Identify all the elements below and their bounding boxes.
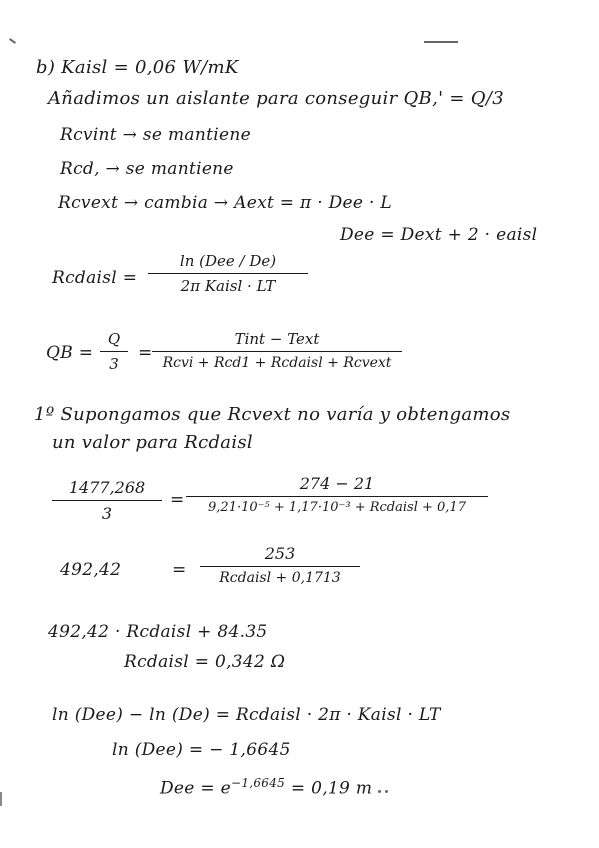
eq1-lhs-den: 3 — [101, 504, 113, 523]
stray-dot — [385, 790, 388, 793]
qb-lhs: QB = — [46, 343, 94, 363]
eq2-equals: = — [172, 560, 187, 580]
dee-result-exponent: −1,6645 — [230, 776, 286, 790]
fraction-bar — [152, 351, 402, 352]
top-rule — [424, 41, 458, 43]
rcdaisl-lhs: Rcdaisl = — [52, 268, 138, 288]
dee-result-suffix: = 0,19 m — [285, 778, 373, 799]
dee-result-prefix: Dee = e — [160, 778, 231, 799]
rcdaisl-result: Rcdaisl = 0,342 Ω — [124, 652, 286, 672]
step1-line1: 1º Supongamos que Rcvext no varía y obtengamos — [34, 404, 511, 425]
dee-definition: Dee = Dext + 2 · eaisl — [340, 225, 538, 245]
qb-equals: = — [138, 343, 153, 363]
qb-denominator: Rcvi + Rcd1 + Rcdaisl + Rcvext — [162, 355, 392, 371]
eq2-num: 253 — [264, 544, 296, 563]
eq1-rhs-fraction — [186, 474, 488, 515]
step1-line2: un valor para Rcdaisl — [52, 432, 253, 453]
corner-mark — [9, 38, 16, 44]
rcvext-line: Rcvext → cambia → Aext = π · Dee · L — [58, 193, 392, 213]
stray-dot — [378, 790, 381, 793]
eq2-lhs: 492,42 — [60, 560, 122, 580]
part-b-line1: Añadimos un aislante para conseguir QB,' = Q/3 — [48, 88, 504, 109]
qb-main-fraction — [152, 330, 402, 371]
eq2-den: Rcdaisl + 0,1713 — [219, 570, 341, 586]
eq1-rhs-num: 274 − 21 — [299, 474, 375, 493]
fraction-bar — [100, 351, 128, 352]
ln-equation: ln (Dee) − ln (De) = Rcdaisl · 2π · Kaisl · LT — [52, 705, 441, 725]
rcdaisl-fraction — [148, 252, 308, 295]
fraction-bar — [148, 273, 308, 274]
rcdaisl-numerator: ln (Dee / De) — [179, 252, 277, 270]
eq1-equals: = — [170, 490, 185, 510]
eq1-lhs-num: 1477,268 — [68, 478, 146, 497]
ln-dee-line: ln (Dee) = − 1,6645 — [112, 740, 291, 760]
rcd-line: Rcd, → se mantiene — [60, 159, 234, 179]
eq1-rhs-den: 9,21·10⁻⁵ + 1,17·10⁻³ + Rcdaisl + 0,17 — [208, 500, 466, 515]
rcdaisl-denominator: 2π Kaisl · LT — [180, 277, 276, 295]
eq1-lhs-fraction — [52, 478, 162, 523]
eq2-fraction — [200, 544, 360, 586]
edge-mark — [0, 792, 2, 806]
fraction-bar — [200, 566, 360, 567]
rcvint-line: Rcvint → se mantiene — [60, 125, 251, 145]
fraction-bar — [52, 500, 162, 501]
qb-numerator: Tint − Text — [234, 330, 320, 348]
qb-q: Q — [107, 330, 121, 348]
eq3-line: 492,42 · Rcdaisl + 84.35 — [48, 622, 268, 642]
fraction-bar — [186, 496, 488, 497]
part-b-title: b) Kaisl = 0,06 W/mK — [36, 57, 239, 78]
dee-result — [160, 776, 372, 799]
qb-q-over-3 — [100, 330, 128, 373]
qb-three: 3 — [109, 355, 119, 373]
